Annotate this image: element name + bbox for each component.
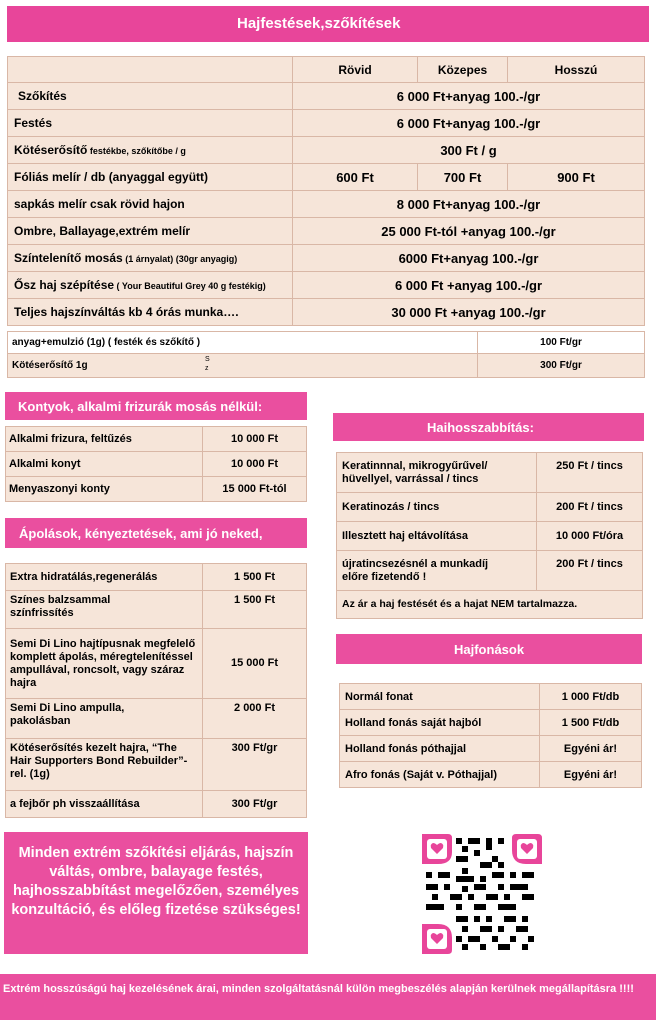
kontyok-table bbox=[5, 426, 307, 502]
table-row bbox=[8, 272, 645, 299]
kontyok-title: Kontyok, alkalmi frizurák mosás nélkül: bbox=[18, 399, 263, 414]
row-price: 300 Ft/gr bbox=[231, 797, 278, 810]
row-price: 6 000 Ft+anyag 100.-/gr bbox=[396, 88, 541, 104]
row-label: Szőkítés bbox=[18, 89, 67, 103]
table-row bbox=[6, 791, 307, 818]
row-label: Menyaszonyi konty bbox=[9, 483, 110, 495]
row-label: Illesztett haj eltávolítása bbox=[342, 529, 468, 542]
hajhossz-table bbox=[336, 452, 643, 619]
hajhossz-note: Az ár a haj festését és a hajat NEM tartalmazza. bbox=[342, 598, 578, 610]
header-empty bbox=[8, 57, 293, 83]
main-title: Hajfestések,szőkítések bbox=[237, 15, 401, 32]
header-medium: Közepes bbox=[418, 57, 508, 83]
row-price: 25 000 Ft-tól +anyag 100.-/gr bbox=[381, 223, 556, 239]
mark-z: z bbox=[205, 365, 209, 372]
row-label-small: ( Your Beautiful Grey 40 g festékig) bbox=[114, 281, 266, 291]
material-table bbox=[7, 331, 645, 378]
row-price: 300 Ft / g bbox=[440, 142, 497, 158]
row-price: Egyéni ár! bbox=[563, 742, 618, 755]
row-price: 200 Ft / tincs bbox=[556, 558, 623, 570]
table-row bbox=[340, 684, 642, 710]
row-price: 6 000 Ft +anyag 100.-/gr bbox=[394, 277, 543, 293]
table-row bbox=[8, 218, 645, 245]
row-label: Színtelenítő mosás bbox=[14, 251, 123, 265]
table-row bbox=[6, 477, 307, 502]
row-label-small: festékbe, szőkítőbe / g bbox=[87, 146, 186, 156]
table-row bbox=[8, 110, 645, 137]
row-price: 10 000 Ft bbox=[230, 458, 279, 470]
table-row bbox=[337, 522, 643, 551]
table-row bbox=[6, 739, 307, 791]
table-row bbox=[8, 137, 645, 164]
row-label: Alkalmi konyt bbox=[9, 458, 81, 470]
row-price: 100 Ft/gr bbox=[540, 337, 582, 348]
row-label: újratincsezésnél a munkadíj előre fizetendő ! bbox=[342, 557, 489, 583]
table-row bbox=[8, 245, 645, 272]
main-title-bar bbox=[7, 6, 649, 42]
row-label: Holland fonás póthajjal bbox=[345, 742, 467, 755]
row-label: Afro fonás (Saját v. Póthajjal) bbox=[345, 768, 497, 781]
row-price: 1 500 Ft/db bbox=[561, 716, 620, 729]
row-label: Kötéserősítés kezelt hajra, “The Hair Supporters Bond Rebuilder”-rel. (1g) bbox=[10, 742, 188, 780]
apolasok-title: Ápolások, kényeztetések, ami jó neked, bbox=[19, 526, 263, 541]
row-price: 1 500 Ft bbox=[234, 594, 275, 606]
row-price: 200 Ft / tincs bbox=[556, 500, 623, 513]
row-label: anyag+emulzió (1g) ( festék és szőkítő ) bbox=[12, 337, 201, 348]
hajhossz-title-bar bbox=[333, 413, 644, 441]
table-row bbox=[8, 83, 645, 110]
table-row bbox=[337, 453, 643, 493]
row-label: Ősz haj szépítése bbox=[14, 278, 115, 292]
row-label: Alkalmi frizura, feltűzés bbox=[9, 433, 132, 445]
table-row bbox=[6, 629, 307, 699]
row-price: 8 000 Ft+anyag 100.-/gr bbox=[396, 196, 541, 212]
table-row bbox=[6, 564, 307, 591]
qr-code[interactable] bbox=[420, 832, 544, 956]
price-long: 900 Ft bbox=[557, 169, 595, 185]
table-row bbox=[8, 164, 645, 191]
table-row bbox=[6, 591, 307, 629]
row-label: Normál fonat bbox=[345, 690, 413, 703]
row-label: Festés bbox=[14, 116, 53, 130]
header-long: Hosszú bbox=[508, 57, 645, 83]
table-row bbox=[6, 427, 307, 452]
footer-notice-text: Extrém hosszúságú haj kezelésének árai, minden szolgáltatásnál külön megbeszélés alapján kerülnek megállapításra !!!! bbox=[3, 983, 634, 995]
hair-coloring-table bbox=[7, 56, 645, 326]
kontyok-title-bar bbox=[5, 392, 307, 420]
table-row bbox=[337, 551, 643, 591]
row-label: Semi Di Lino hajtípusnak megfelelő komplett ápolás, méregtelenítéssel ampullával, roncsolt, vagy száraz hajra bbox=[10, 637, 196, 689]
consultation-notice-text: Minden extrém szőkítési eljárás, hajszín váltás, ombre, balayage festés, hajhosszabbítást megelőzően, személyes konzultáció, és előleg fizetése szükséges! bbox=[11, 845, 301, 918]
row-label: Semi Di Lino ampulla, pakolásban bbox=[10, 702, 125, 727]
hajfonasok-title-bar bbox=[336, 634, 642, 664]
hajfonasok-title: Hajfonások bbox=[454, 642, 525, 657]
row-price: 10 000 Ft bbox=[230, 433, 279, 445]
hajfonasok-table bbox=[339, 683, 642, 788]
apolasok-title-bar bbox=[5, 518, 307, 548]
consultation-notice-box bbox=[4, 832, 308, 954]
apolasok-table bbox=[5, 563, 307, 818]
table-row bbox=[6, 452, 307, 477]
row-price: 6000 Ft+anyag 100.-/gr bbox=[398, 250, 539, 266]
row-label: sapkás melír csak rövid hajon bbox=[14, 197, 185, 211]
table-row bbox=[6, 699, 307, 739]
table-row bbox=[340, 736, 642, 762]
row-label: Színes balzsammal színfrissítés bbox=[10, 594, 111, 619]
table-row bbox=[337, 493, 643, 522]
mark-s: S bbox=[205, 356, 210, 363]
row-price: 300 Ft/gr bbox=[231, 742, 278, 754]
row-label: Ombre, Ballayage,extrém melír bbox=[14, 224, 191, 238]
table-row bbox=[340, 762, 642, 788]
table-row bbox=[340, 710, 642, 736]
price-short: 600 Ft bbox=[336, 169, 374, 185]
table-row bbox=[8, 299, 645, 326]
footer-notice-bar bbox=[0, 974, 656, 1020]
row-label: Holland fonás saját hajból bbox=[345, 716, 482, 729]
row-price: 10 000 Ft/óra bbox=[555, 529, 624, 542]
header-short: Rövid bbox=[293, 57, 418, 83]
row-price: Egyéni ár! bbox=[563, 768, 618, 781]
row-price: 15 000 Ft bbox=[230, 657, 279, 669]
row-price: 2 000 Ft bbox=[234, 702, 275, 714]
row-label: Keratinozás / tincs bbox=[342, 500, 440, 513]
table-row bbox=[8, 354, 645, 378]
row-price: 300 Ft/gr bbox=[540, 360, 582, 371]
table-row bbox=[8, 332, 645, 354]
row-label: Kötéserősítő bbox=[14, 143, 88, 157]
row-price: 30 000 Ft +anyag 100.-/gr bbox=[391, 304, 546, 320]
price-medium: 700 Ft bbox=[443, 169, 482, 185]
row-label: Teljes hajszínváltás kb 4 órás munka…. bbox=[14, 305, 239, 319]
table-row bbox=[8, 191, 645, 218]
table-row bbox=[337, 591, 643, 619]
row-price: 15 000 Ft-tól bbox=[222, 483, 287, 495]
row-label-small: (1 árnyalat) (30gr anyagig) bbox=[122, 254, 238, 264]
row-price: 6 000 Ft+anyag 100.-/gr bbox=[396, 115, 541, 131]
row-label: Keratinnnal, mikrogyűrűvel/ hüvellyel, varrással / tincs bbox=[342, 459, 488, 485]
row-label: a fejbőr ph visszaállítása bbox=[10, 797, 140, 810]
row-price: 250 Ft / tincs bbox=[556, 460, 623, 472]
hajhossz-title: Haihosszabbítás: bbox=[427, 420, 534, 435]
qr-code-graphic bbox=[420, 832, 544, 956]
row-label: Kötéserősítő 1g bbox=[12, 360, 88, 371]
row-price: 1 000 Ft/db bbox=[561, 690, 620, 703]
row-label: Fóliás melír / db (anyaggal együtt) bbox=[14, 170, 209, 184]
row-label: Extra hidratálás,regenerálás bbox=[10, 570, 158, 583]
row-price: 1 500 Ft bbox=[234, 570, 275, 583]
